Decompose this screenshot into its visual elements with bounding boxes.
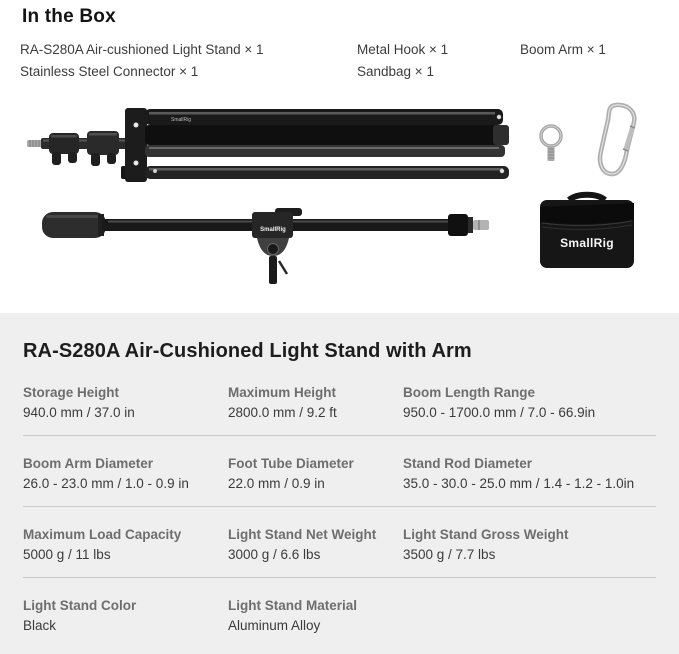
- box-item: Sandbag × 1: [357, 63, 434, 79]
- spec-label: Storage Height: [23, 385, 120, 400]
- boom-spigot: [448, 214, 489, 236]
- spec-value: 35.0 - 30.0 - 25.0 mm / 1.4 - 1.2 - 1.0in: [403, 476, 635, 491]
- light-stand-illustration: [25, 100, 515, 190]
- sandbag-image: [537, 190, 637, 278]
- stand-legs: [145, 109, 509, 179]
- spec-value: 950.0 - 1700.0 mm / 7.0 - 66.9in: [403, 405, 596, 420]
- spec-table: [23, 365, 656, 648]
- spec-cell: [23, 527, 228, 562]
- stand-logo-text: SmallRig: [171, 117, 192, 123]
- spec-cell: [228, 527, 403, 562]
- in-the-box-section: [0, 0, 679, 313]
- spec-value: 3000 g / 6.6 lbs: [228, 547, 321, 562]
- spec-cell: [228, 598, 403, 633]
- spec-value: 22.0 mm / 0.9 in: [228, 476, 325, 491]
- spec-cell: [228, 385, 403, 420]
- spec-row: [23, 435, 656, 506]
- light-stand-image: [25, 100, 515, 190]
- spec-label: Boom Arm Diameter: [23, 456, 154, 471]
- spec-value: Black: [23, 618, 57, 633]
- stand-spigot: [27, 140, 43, 147]
- box-item: Metal Hook × 1: [357, 42, 449, 57]
- specs-section: [0, 313, 679, 654]
- spec-label: Foot Tube Diameter: [228, 456, 354, 471]
- spec-cell: [23, 598, 228, 633]
- spec-label: Maximum Load Capacity: [23, 527, 182, 542]
- carabiner-illustration: [594, 100, 642, 182]
- boom-arm-image: [38, 203, 493, 298]
- spec-value: 5000 g / 11 lbs: [23, 547, 111, 562]
- spec-value: 2800.0 mm / 9.2 ft: [228, 405, 337, 420]
- metal-hook-illustration: [536, 120, 566, 165]
- spec-cell: [23, 456, 228, 491]
- box-items-column-1: [20, 39, 264, 82]
- spec-label: Light Stand Net Weight: [228, 527, 377, 542]
- spec-cell: [228, 456, 403, 491]
- box-items-column-3: [520, 39, 606, 61]
- spec-value: 26.0 - 23.0 mm / 1.0 - 0.9 in: [23, 476, 189, 491]
- spec-row: [23, 577, 656, 648]
- boom-grip: [42, 212, 106, 238]
- spec-value: 940.0 mm / 37.0 in: [23, 405, 135, 420]
- box-item: Stainless Steel Connector × 1: [20, 63, 199, 79]
- spec-cell: [403, 385, 656, 420]
- stand-collar: [87, 131, 119, 166]
- boom-arm-illustration: [38, 203, 493, 298]
- spec-row: [23, 506, 656, 577]
- stand-collar: [49, 133, 79, 165]
- spec-label: Light Stand Material: [228, 598, 358, 613]
- box-item: Boom Arm × 1: [520, 42, 606, 57]
- spec-label: Light Stand Gross Weight: [403, 527, 569, 542]
- spec-cell: [403, 456, 656, 491]
- box-items-column-2: [357, 39, 448, 82]
- specs-title: RA-S280A Air-Cushioned Light Stand with Arm: [23, 340, 472, 362]
- spec-label: Stand Rod Diameter: [403, 456, 533, 471]
- metal-hook-image: [536, 120, 566, 165]
- spec-label: Boom Length Range: [403, 385, 535, 400]
- spec-cell: [403, 527, 656, 562]
- sandbag-logo-text: SmallRig: [560, 236, 614, 250]
- spec-label: Maximum Height: [228, 385, 337, 400]
- carabiner-image: [594, 100, 642, 182]
- spec-label: Light Stand Color: [23, 598, 137, 613]
- boom-clamp-logo-text: SmallRig: [260, 227, 286, 233]
- spec-cell: [23, 385, 228, 420]
- sandbag-illustration: [537, 190, 637, 278]
- spec-value: 3500 g / 7.7 lbs: [403, 547, 496, 562]
- spec-value: Aluminum Alloy: [228, 618, 321, 633]
- spec-row: [23, 365, 656, 435]
- in-the-box-title: In the Box: [22, 6, 116, 27]
- box-item: RA-S280A Air-cushioned Light Stand × 1: [20, 42, 264, 57]
